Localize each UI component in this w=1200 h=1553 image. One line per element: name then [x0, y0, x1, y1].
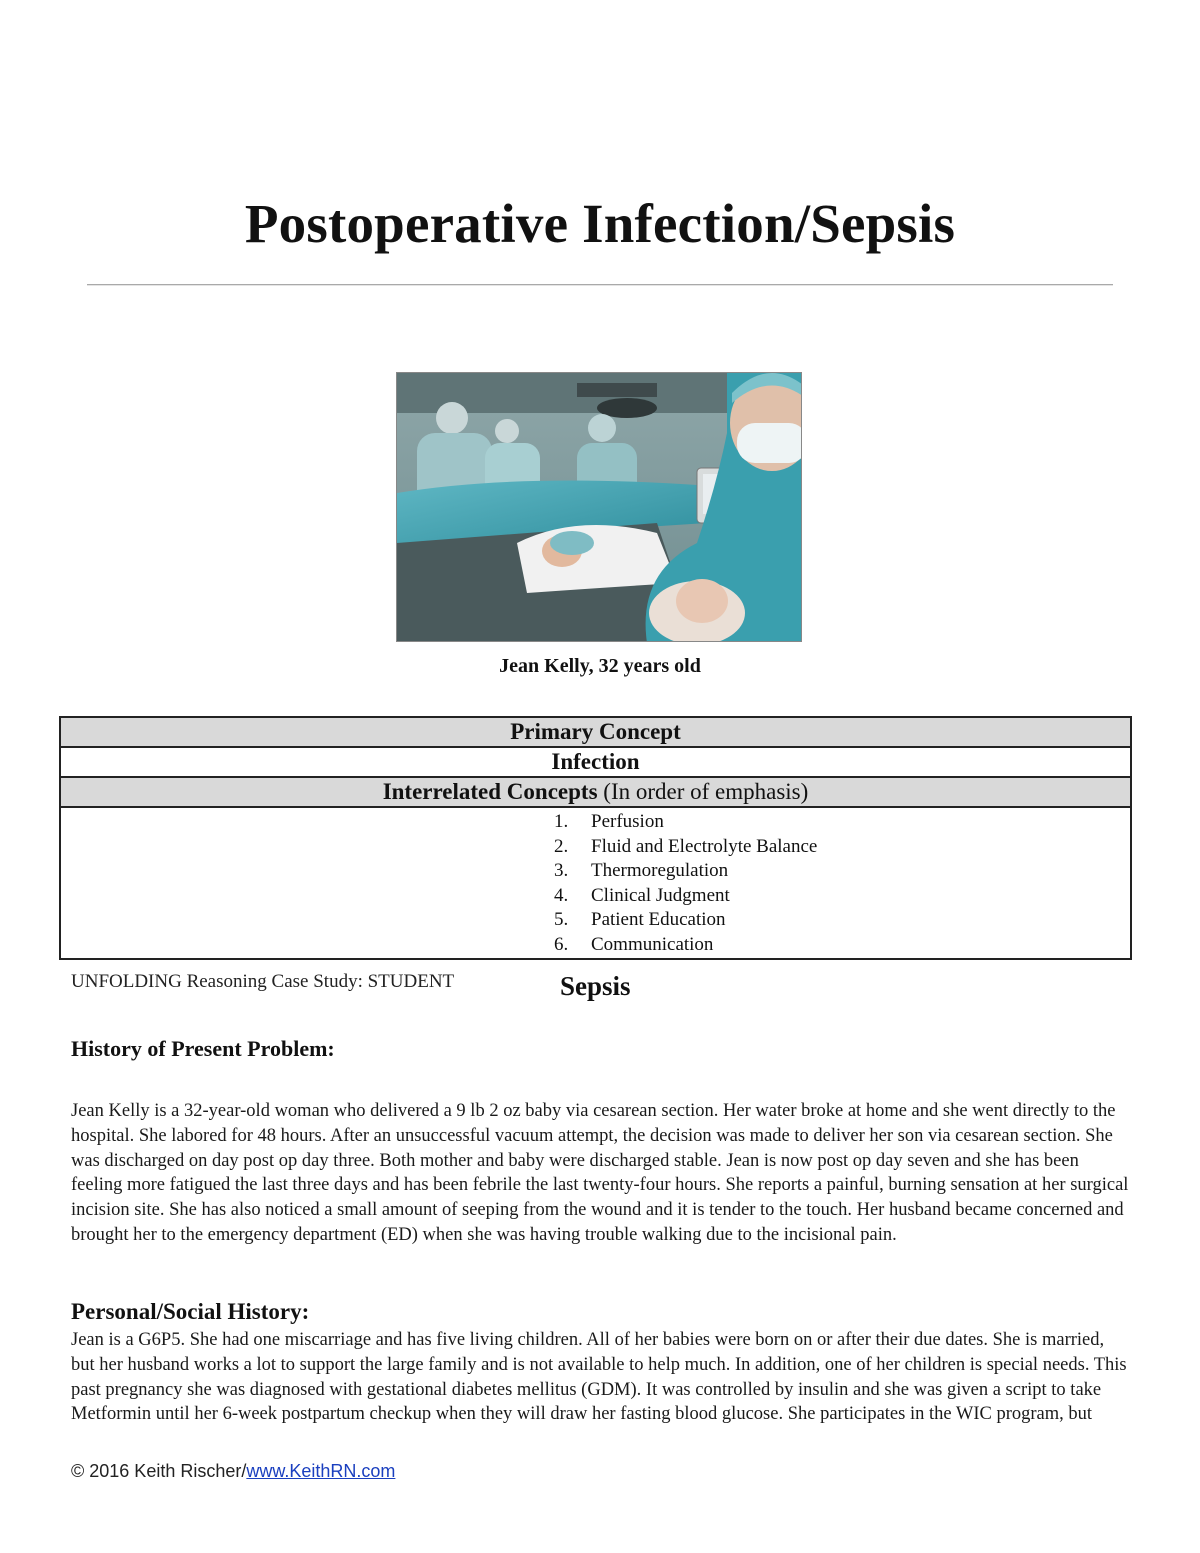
- list-item-label: Patient Education: [591, 909, 726, 930]
- interrelated-concepts-header: [60, 777, 1131, 807]
- interrelated-concepts-list: [554, 808, 884, 958]
- list-item-number: 4.: [554, 884, 569, 906]
- photo-caption: Jean Kelly, 32 years old: [499, 655, 701, 677]
- list-item: [554, 884, 884, 909]
- list-item-label: Clinical Judgment: [591, 884, 730, 906]
- history-paragraph: Jean Kelly is a 32-year-old woman who delivered a 9 lb 2 oz baby via cesarean section. Her water broke at home and she went directly to the hospital. She labored for 48 hours. After an unsuccessful vacuum attempt, the decision was made to deliver her son via cesarean section. She was discharged on day post op day three. Both mother and baby were discharged stable. Jean is now post op day seven and she has been feeling more fatigued the last three days and has been febrile the last twenty-four hours. She reports a painful, burning sensation at her surgical incision site. She has also noticed a small amount of seeping from the wound and it is tender to the touch. Her husband became concerned and brought her to the emergency department (ED) when she was having trouble walking due to the incisional pain.: [71, 1101, 1129, 1245]
- list-item: [554, 810, 884, 835]
- case-topic: Sepsis: [560, 971, 631, 1001]
- list-item-number: 1.: [554, 811, 569, 832]
- list-item-label: Fluid and Electrolyte Balance: [591, 835, 818, 857]
- social-history-paragraph: Jean is a G6P5. She had one miscarriage and has five living children. All of her babies were born on or after their due dates. She is married, but her husband works a lot to support the large family and is not available to help much. In addition, one of her children is special needs. This past pregnancy she was diagnosed with gestational diabetes mellitus (GDM). It was controlled by insulin and she was given a script to take Metformin until her 6-week postpartum checkup when they will draw her fasting blood glucose. She participates in the WIC program, but: [71, 1330, 1127, 1425]
- concepts-table: [59, 716, 1132, 960]
- list-item: [554, 859, 884, 884]
- footer-copyright: [71, 1461, 395, 1482]
- primary-concept-value: Infection: [60, 747, 1131, 777]
- copyright-text: © 2016 Keith Rischer/: [71, 1461, 247, 1481]
- title-divider: [87, 284, 1113, 285]
- list-item-label: Communication: [591, 933, 714, 955]
- case-photo: [396, 372, 802, 642]
- list-item-label: Perfusion: [591, 811, 664, 832]
- interrelated-concepts-cell: [60, 807, 1131, 959]
- interrelated-header-note: (In order of emphasis): [603, 779, 809, 804]
- website-link[interactable]: www.KeithRN.com: [246, 1461, 396, 1481]
- case-study-banner: UNFOLDING Reasoning Case Study: STUDENT: [71, 971, 455, 992]
- list-item: [554, 933, 884, 958]
- interrelated-header-label: Interrelated Concepts: [382, 779, 598, 804]
- list-item-number: 5.: [554, 909, 569, 930]
- primary-concept-header: Primary Concept: [60, 717, 1131, 747]
- list-item-label: Thermoregulation: [591, 860, 729, 881]
- list-item: [554, 835, 884, 860]
- list-item-number: 2.: [554, 835, 569, 857]
- list-item: [554, 908, 884, 933]
- social-history-heading: Personal/Social History:: [71, 1299, 310, 1324]
- list-item-number: 3.: [554, 860, 569, 881]
- operating-room-image: [397, 373, 802, 642]
- history-heading: History of Present Problem:: [71, 1036, 335, 1061]
- page-title: Postoperative Infection/Sepsis: [244, 193, 956, 254]
- list-item-number: 6.: [554, 933, 569, 955]
